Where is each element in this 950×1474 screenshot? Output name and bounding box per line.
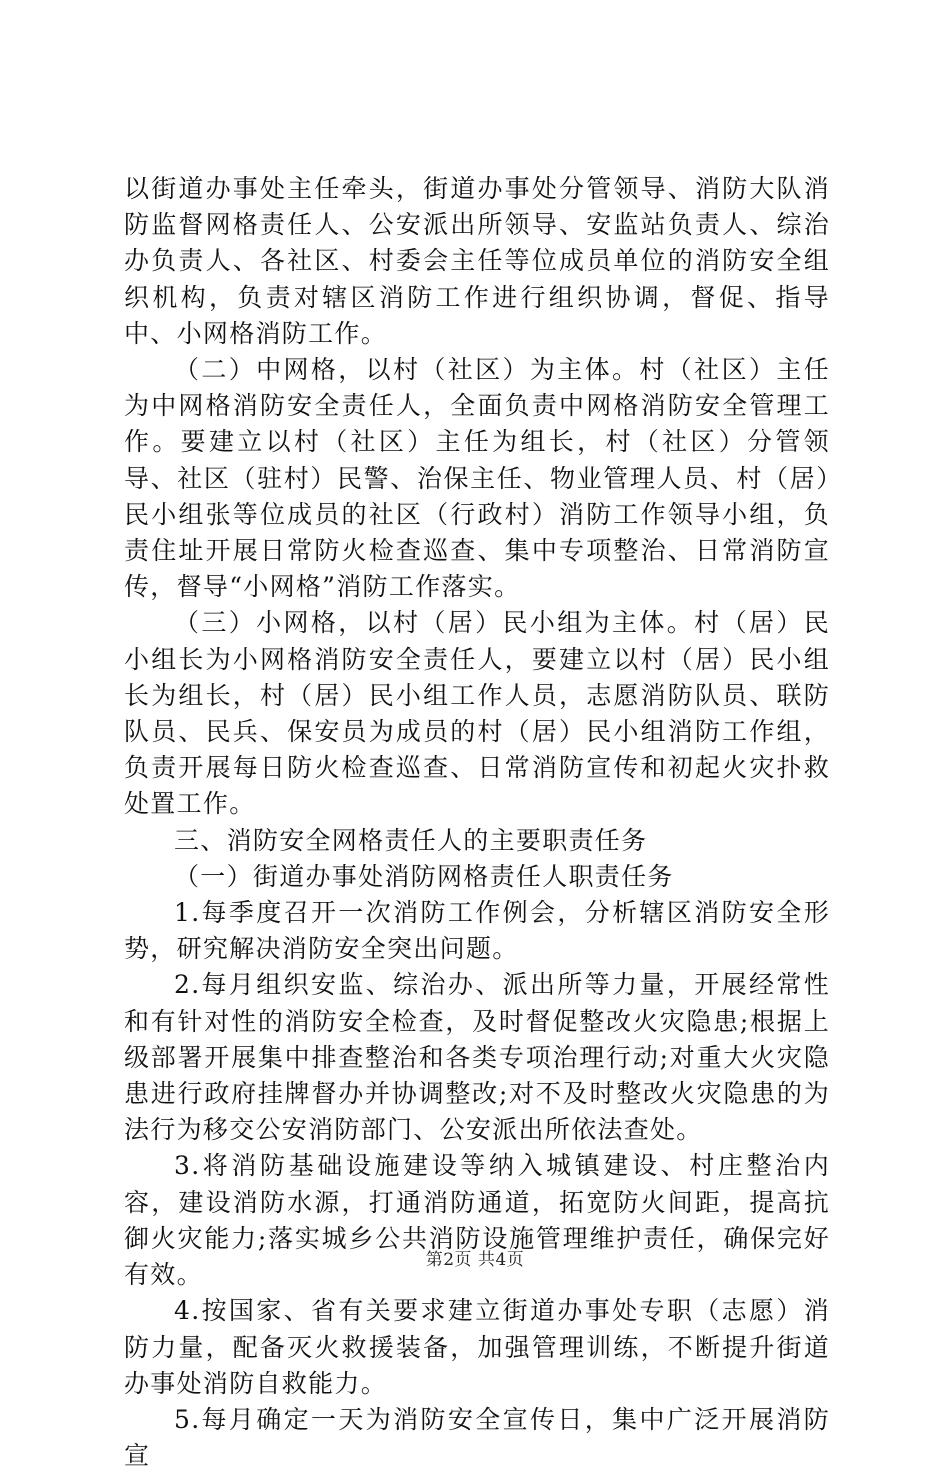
paragraph-mid-grid: （二）中网格，以村（社区）为主体。村（社区）主任为中网格消防安全责任人，全面负责中网格消防安全管理工作。要建立以村（社区）主任为组长，村（社区）分管领导、社区（驻村）民警、治保主任、物业管理人员、村（居）民小组张等位成员的社区（行政村）消防工作领导小组，负责住址开展日常防火检查巡查、集中专项整治、日常消防宣传，督导“小网格”消防工作落实。 (124, 355, 830, 602)
paragraph-continued: 以街道办事处主任牵头，街道办事处分管领导、消防大队消防监督网格责任人、公安派出所领导、安监站负责人、综治办负责人、各社区、村委会主任等位成员单位的消防安全组织机构，负责对辖区消防工作进行组织协调，督促、指导中、小网格消防工作。 (124, 174, 830, 348)
duty-item-5: 5.每月确定一天为消防安全宣传日，集中广泛开展消防宣 (124, 1404, 830, 1471)
subsection-heading-street-office: （一）街道办事处消防网格责任人职责任务 (174, 861, 674, 891)
document-body (124, 171, 830, 1474)
page-footer: 第2页 共4页 (425, 1250, 525, 1270)
duty-item-3: 3.将消防基础设施建设等纳入城镇建设、村庄整治内容，建设消防水源，打通消防通道，拓宽防火间距，提高抗御火灾能力;落实城乡公共消防设施管理维护责任，确保完好有效。 (124, 1151, 830, 1290)
section-heading-duties: 三、消防安全网格责任人的主要职责任务 (174, 825, 648, 855)
duty-item-1: 1.每季度召开一次消防工作例会，分析辖区消防安全形势，研究解决消防安全突出问题。 (124, 898, 830, 964)
duty-item-4: 4.按国家、省有关要求建立街道办事处专职（志愿）消防力量，配备灭火救援装备，加强管理训练，不断提升街道办事处消防自救能力。 (124, 1296, 830, 1398)
paragraph-small-grid: （三）小网格，以村（居）民小组为主体。村（居）民小组长为小网格消防安全责任人，要建立以村（居）民小组长为组长，村（居）民小组工作人员，志愿消防队员、联防队员、民兵、保安员为成员的村（居）民小组消防工作组，负责开展每日防火检查巡查、日常消防宣传和初起火灾扑救处置工作。 (124, 608, 830, 819)
duty-item-2: 2.每月组织安监、综治办、派出所等力量，开展经常性和有针对性的消防安全检查，及时督促整改火灾隐患;根据上级部署开展集中排查整治和各类专项治理行动;对重大火灾隐患进行政府挂牌督办并协调整改;对不及时整改火灾隐患的为法行为移交公安消防部门、公安派出所依法查处。 (124, 970, 830, 1145)
